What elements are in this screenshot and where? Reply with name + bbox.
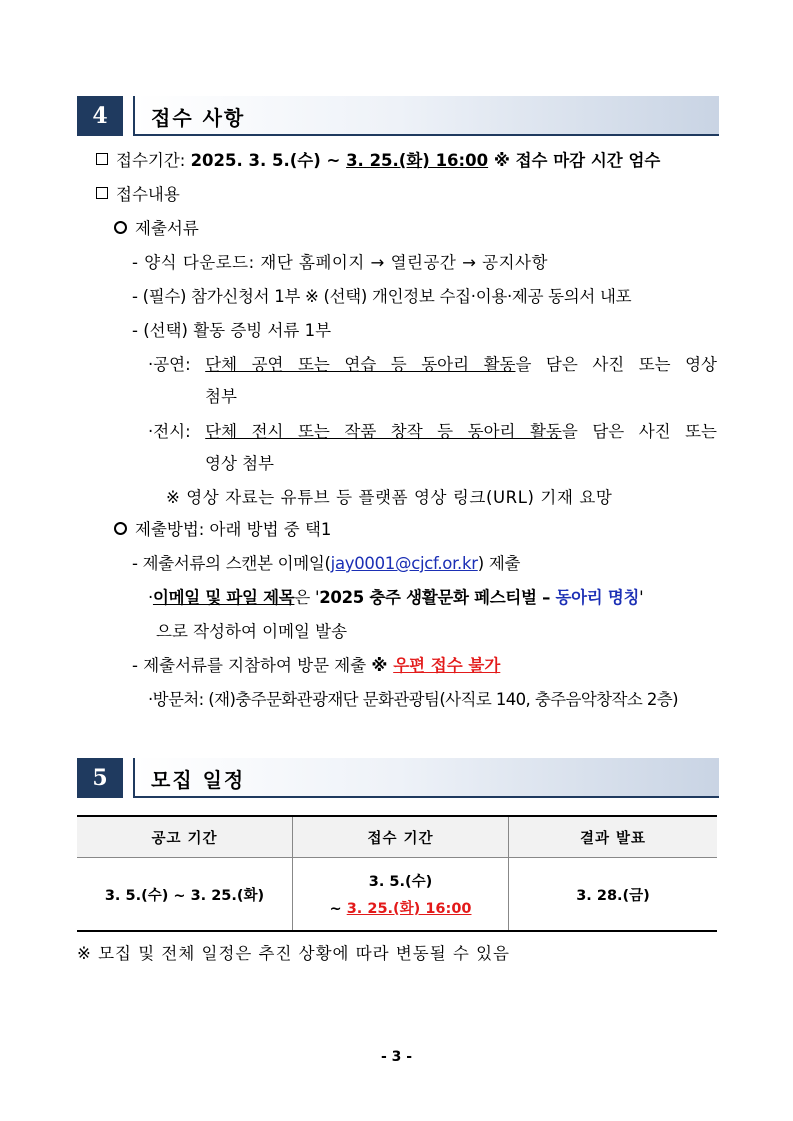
receipt-period-cell: 3. 5.(수) ~ 3. 25.(화) 16:00	[293, 858, 509, 932]
schedule-table	[77, 815, 717, 932]
section-5-header	[77, 758, 717, 798]
schedule-footnote: ※ 모집 및 전체 일정은 추진 상황에 따라 변동될 수 있음	[77, 944, 510, 963]
checkbox-bullet-icon	[96, 153, 108, 165]
exhibition-line: ·전시: 단체 전시 또는 작품 창작 등 동아리 활동을 담은 사진 또는	[148, 422, 717, 441]
visit-place: ·방문처: (재)충주문화관광재단 문화관광팀(사직로 140, 충주음악창작소 2층)	[148, 690, 678, 709]
table-header-row	[77, 816, 717, 858]
section-number: 4	[77, 96, 123, 136]
email-title-cont: 으로 작성하여 이메일 발송	[156, 622, 348, 641]
circle-bullet-icon	[114, 522, 127, 535]
required-docs-line: - (필수) 참가신청서 1부 ※ (선택) 개인정보 수집·이용·제공 동의서 내포	[132, 287, 632, 306]
email-title-line: ·이메일 및 파일 제목은 '2025 충주 생활문화 페스티벌 – 동아리 명칭'	[148, 588, 644, 607]
content-line: 접수내용	[96, 184, 180, 206]
section-title-bar	[133, 96, 719, 136]
table-header: 접수 기간	[293, 816, 509, 858]
docs-heading: 제출서류	[114, 218, 199, 240]
section-number: 5	[77, 758, 123, 798]
deadline: 3. 25.(화) 16:00	[346, 151, 489, 170]
video-note: ※ 영상 자료는 유튜브 등 플랫폼 영상 링크(URL) 기재 요망	[166, 488, 613, 507]
table-row	[77, 858, 717, 932]
table-header: 공고 기간	[77, 816, 293, 858]
page-number: - 3 -	[380, 1049, 413, 1065]
circle-bullet-icon	[114, 221, 127, 234]
announce-period-cell: 3. 5.(수) ~ 3. 25.(화)	[77, 858, 293, 932]
period-line: 접수기간: 2025. 3. 5.(수) ~ 3. 25.(화) 16:00 ※ 접수 마감 시간 엄수	[96, 150, 660, 172]
table-header: 결과 발표	[509, 816, 718, 858]
email-link[interactable]: jay0001@cjcf.or.kr	[330, 554, 478, 573]
no-post-warning: 우편 접수 불가	[393, 656, 501, 675]
performance-line: ·공연: 단체 공연 또는 연습 등 동아리 활동을 담은 사진 또는 영상	[148, 355, 717, 374]
optional-docs-line: - (선택) 활동 증빙 서류 1부	[132, 321, 332, 340]
section-title: 모집 일정	[151, 768, 246, 792]
visit-line: - 제출서류를 지참하여 방문 제출 ※ 우편 접수 불가	[132, 656, 501, 675]
form-download-line: - 양식 다운로드: 재단 홈페이지 → 열린공간 → 공지사항	[132, 253, 548, 272]
result-date-cell: 3. 28.(금)	[509, 858, 718, 932]
checkbox-bullet-icon	[96, 187, 108, 199]
section-title: 접수 사항	[151, 106, 246, 130]
section-title-bar	[133, 758, 719, 798]
method-heading: 제출방법: 아래 방법 중 택1	[114, 519, 331, 541]
email-line: - 제출서류의 스캔본 이메일(jay0001@cjcf.or.kr) 제출	[132, 554, 521, 573]
performance-cont: 첨부	[205, 387, 237, 406]
exhibition-cont: 영상 첨부	[205, 454, 275, 473]
section-4-header	[77, 96, 717, 136]
